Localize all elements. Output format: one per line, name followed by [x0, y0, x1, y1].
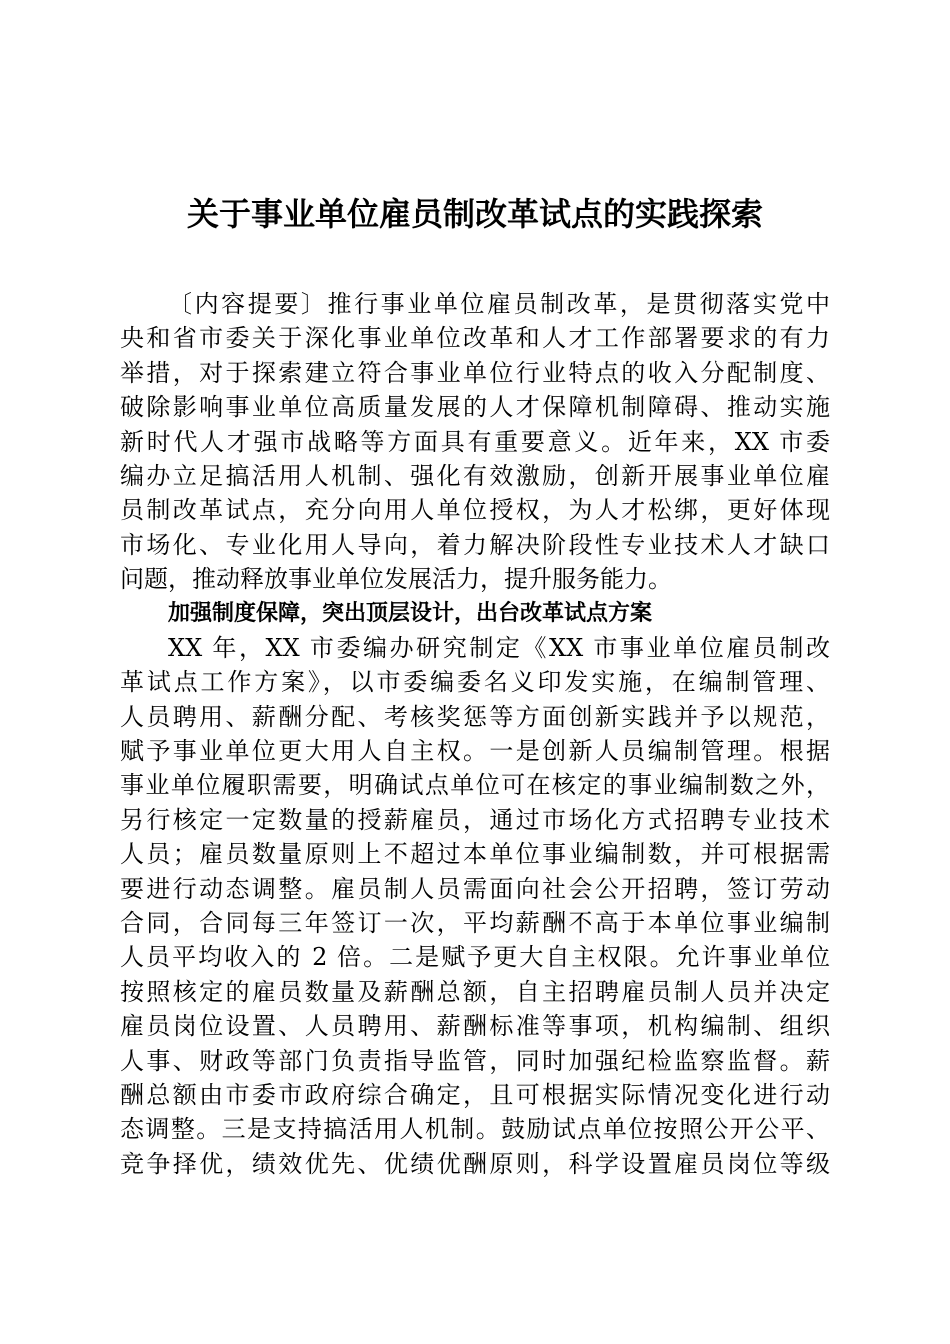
summary-line: 问题，推动释放事业单位发展活力，提升服务能力。: [120, 565, 672, 594]
section-line: 要进行动态调整。雇员制人员需面向社会公开招聘，签订劳动: [120, 874, 830, 903]
summary-line: 市场化、专业化用人导向，着力解决阶段性专业技术人才缺口: [120, 530, 830, 559]
section-line: 革试点工作方案》，以市委编委名义印发实施，在编制管理、: [120, 668, 830, 697]
summary-line: 编办立足搞活用人机制、强化有效激励，创新开展事业单位雇: [120, 461, 830, 490]
section-line: 人员；雇员数量原则上不超过本单位事业编制数，并可根据需: [120, 840, 830, 869]
summary-line: 员制改革试点，充分向用人单位授权，为人才松绑，更好体现: [120, 496, 830, 525]
summary-line: 〔内容提要〕推行事业单位雇员制改革，是贯彻落实党中: [168, 290, 830, 318]
section-heading: 加强制度保障，突出顶层设计，出台改革试点方案: [168, 600, 653, 626]
summary-line: 新时代人才强市战略等方面具有重要意义。近年来，XX 市委: [120, 427, 830, 456]
summary-line: 举措，对于探索建立符合事业单位行业特点的收入分配制度、: [120, 358, 830, 387]
section-line: 雇员岗位设置、人员聘用、薪酬标准等事项，机构编制、组织: [120, 1012, 830, 1041]
section-line: XX 年，XX 市委编办研究制定《XX 市事业单位雇员制改: [168, 633, 830, 662]
section-line: 竞争择优，绩效优先、优绩优酬原则，科学设置雇员岗位等级: [120, 1149, 830, 1178]
document-body: [120, 287, 830, 1181]
section-line: 事业单位履职需要，明确试点单位可在核定的事业编制数之外，: [120, 771, 830, 800]
summary-line: 央和省市委关于深化事业单位改革和人才工作部署要求的有力: [120, 324, 830, 353]
section-line: 人员平均收入的 2 倍。二是赋予更大自主权限。允许事业单位: [120, 943, 830, 972]
section-line: 按照核定的雇员数量及薪酬总额，自主招聘雇员制人员并决定: [120, 977, 830, 1006]
document-title: 关于事业单位雇员制改革试点的实践探索: [186, 195, 763, 233]
summary-line: 破除影响事业单位高质量发展的人才保障机制障碍、推动实施: [120, 393, 830, 422]
section-line: 酬总额由市委市政府综合确定，且可根据实际情况变化进行动: [120, 1080, 830, 1109]
section-line: 人事、财政等部门负责指导监管，同时加强纪检监察监督。薪: [120, 1046, 830, 1075]
section-line: 合同，合同每三年签订一次，平均薪酬不高于本单位事业编制: [120, 909, 830, 938]
section-line: 人员聘用、薪酬分配、考核奖惩等方面创新实践并予以规范，: [120, 702, 830, 731]
section-line: 另行核定一定数量的授薪雇员，通过市场化方式招聘专业技术: [120, 805, 830, 834]
section-line: 赋予事业单位更大用人自主权。一是创新人员编制管理。根据: [120, 737, 830, 766]
section-line: 态调整。三是支持搞活用人机制。鼓励试点单位按照公开公平、: [120, 1115, 830, 1144]
